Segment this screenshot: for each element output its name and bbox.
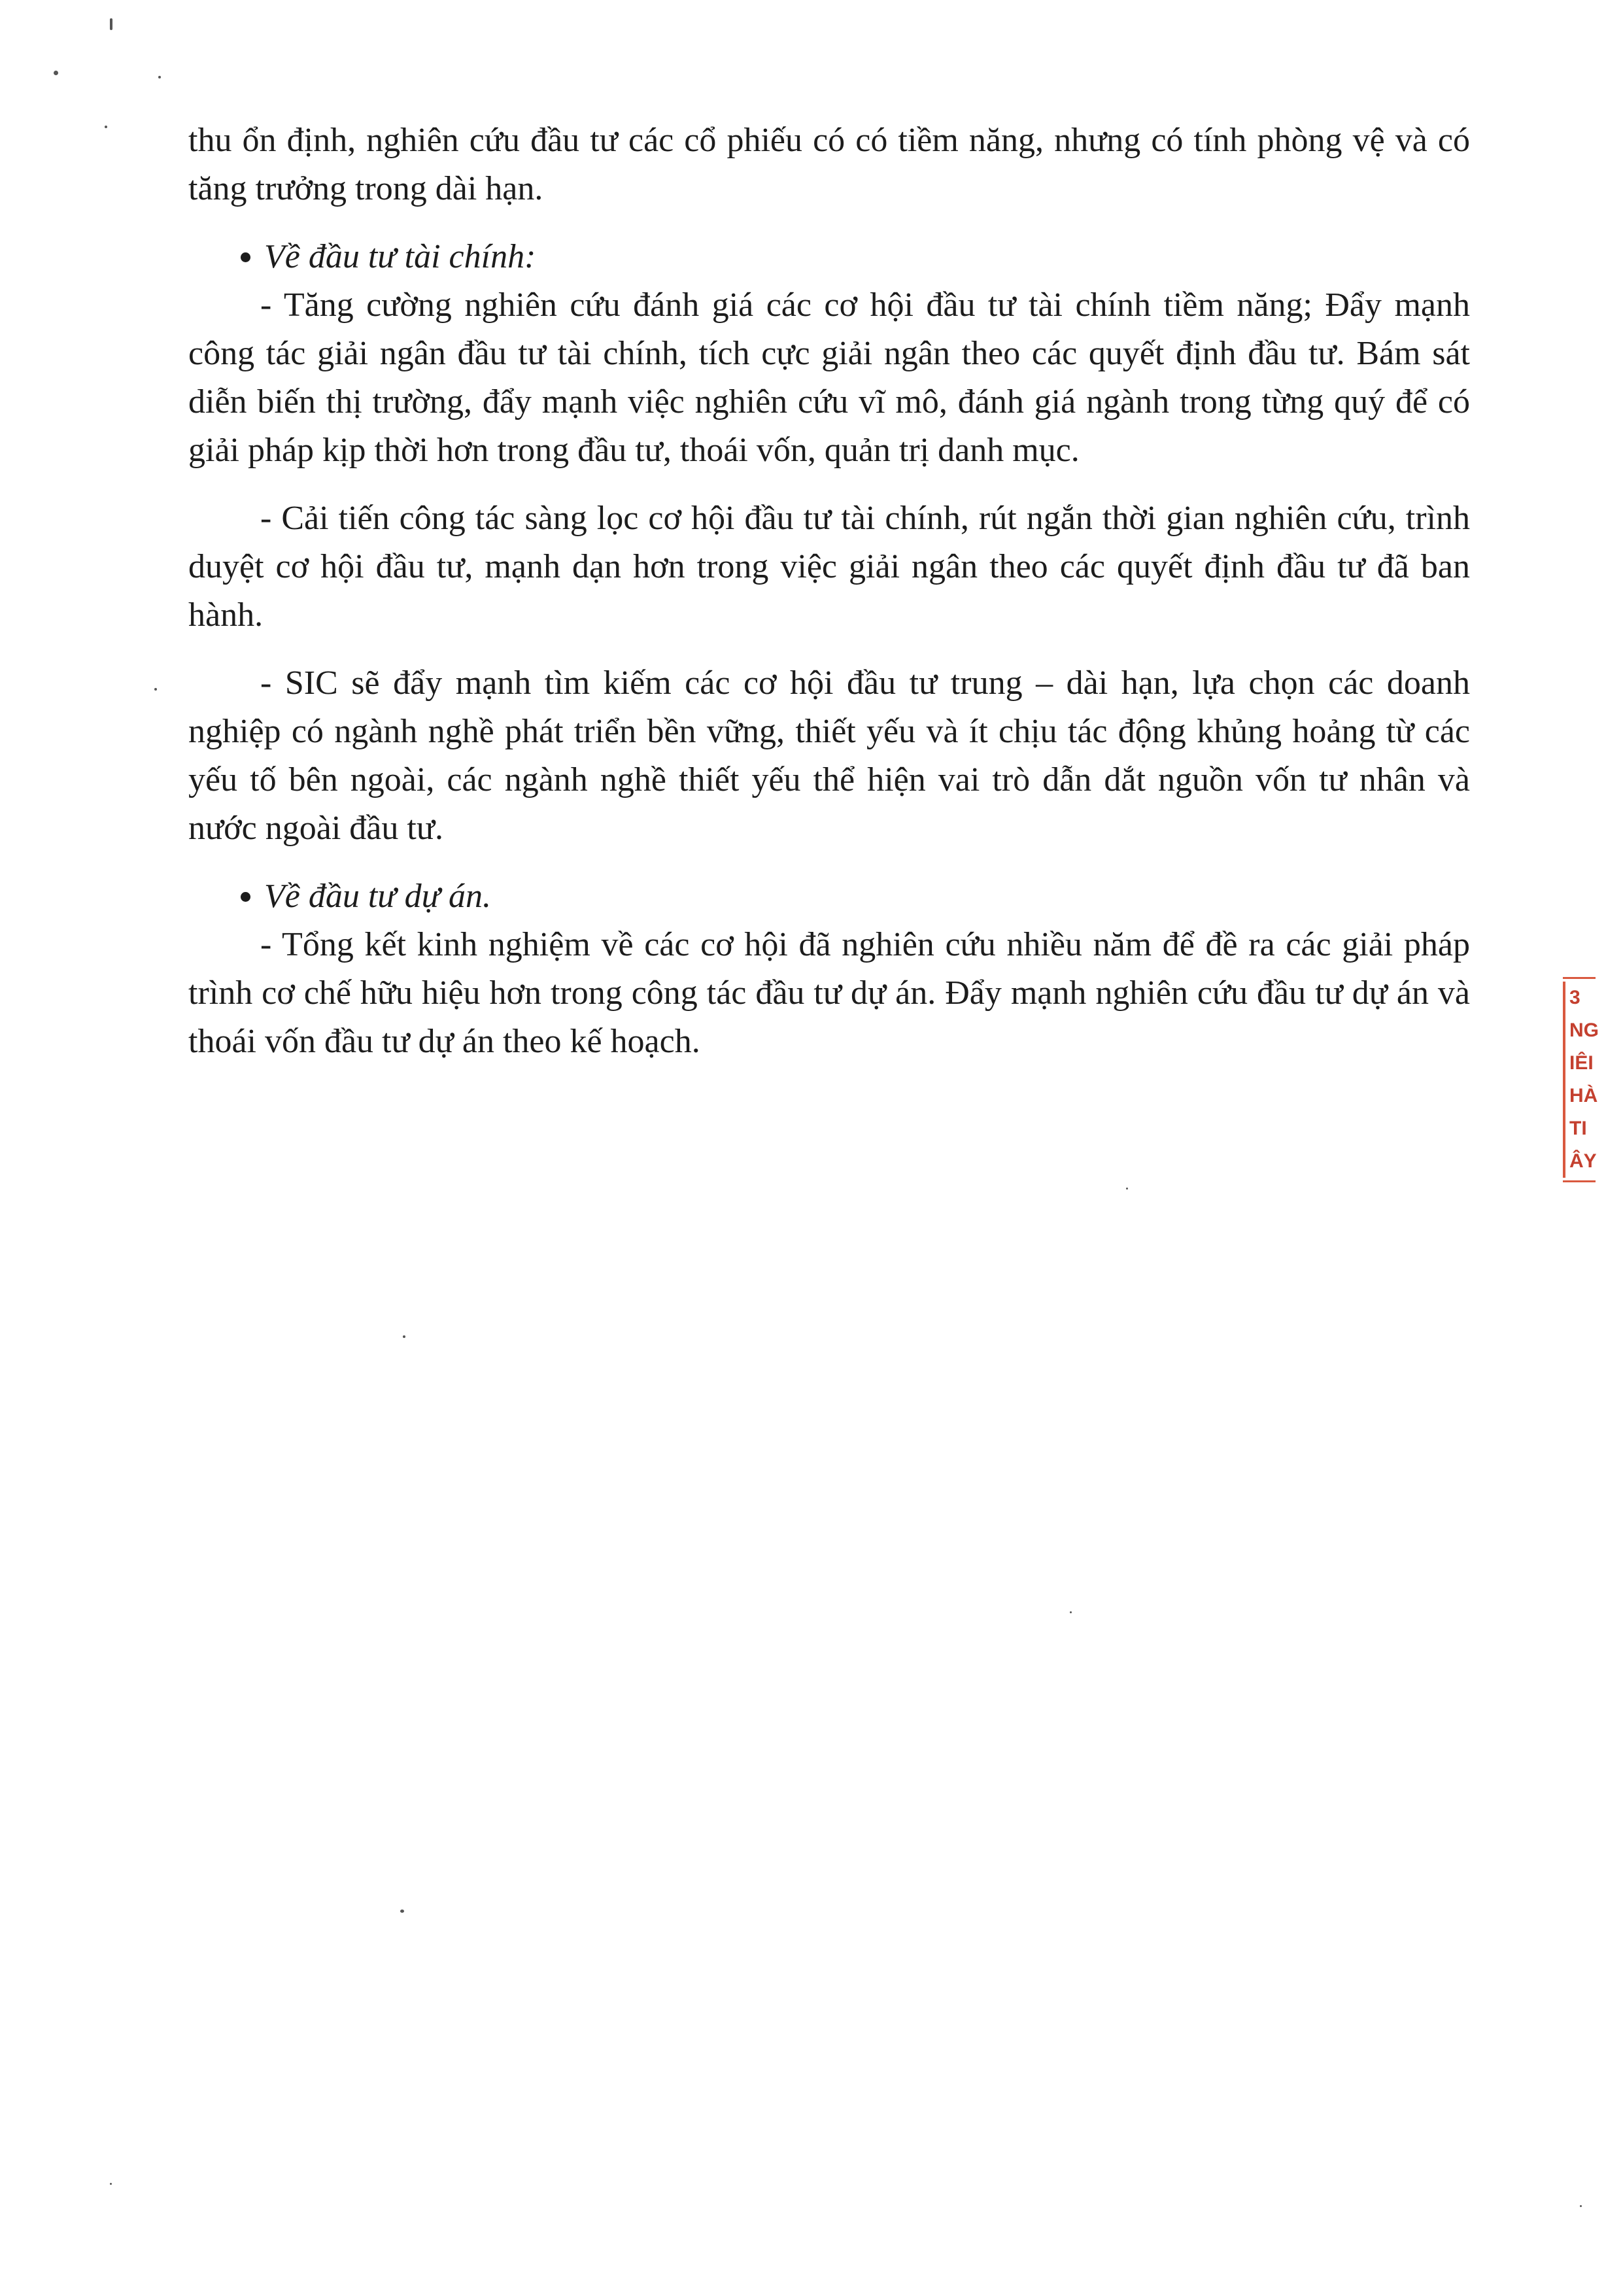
- financial-heading-text: Về đầu tư tài chính:: [264, 238, 536, 275]
- scan-speck: [1580, 2205, 1582, 2207]
- stamp-text: 3: [1563, 982, 1609, 1014]
- intro-paragraph: thu ổn định, nghiên cứu đầu tư các cổ phiếu có có tiềm năng, nhưng có tính phòng vệ và có tăng trưởng trong dài hạn.: [188, 122, 1470, 207]
- financial-paragraph-3: - SIC sẽ đẩy mạnh tìm kiếm các cơ hội đầu tư trung – dài hạn, lựa chọn các doanh nghiệp có ngành nghề phát triển bền vững, thiết yếu và ít chịu tác động khủng hoảng từ các yếu tố bên ngoài, các ngành nghề thiết yếu thể hiện vai trò dẫn dắt nguồn vốn tư nhân và nước ngoài đầu tư.: [188, 664, 1470, 847]
- stamp-text: NG: [1563, 1014, 1609, 1047]
- scan-speck: [1070, 1611, 1072, 1613]
- stamp-text: IÊI: [1563, 1047, 1609, 1080]
- bullet-icon: [241, 892, 250, 902]
- scan-speck: [1126, 1188, 1128, 1190]
- scan-speck: [54, 71, 58, 75]
- scan-speck: [110, 18, 112, 30]
- scan-speck: [400, 1910, 404, 1913]
- stamp-rule: [1563, 1180, 1596, 1182]
- financial-investment-heading: [188, 233, 1470, 281]
- stamp-text: TI: [1563, 1112, 1609, 1145]
- financial-paragraph-2: - Cải tiến công tác sàng lọc cơ hội đầu tư tài chính, rút ngắn thời gian nghiên cứu, trình duyệt cơ hội đầu tư, mạnh dạn hơn trong việc giải ngân theo các quyết định đầu tư đã ban hành.: [188, 500, 1470, 634]
- stamp-rule: [1563, 977, 1596, 979]
- scan-speck: [158, 76, 161, 78]
- project-investment-heading: [188, 872, 1470, 921]
- bullet-icon: [241, 252, 250, 262]
- scan-speck: [110, 2183, 112, 2185]
- scan-speck: [105, 126, 107, 128]
- body-text: [188, 116, 1470, 1066]
- scan-speck: [154, 688, 157, 691]
- financial-paragraph-1: - Tăng cường nghiên cứu đánh giá các cơ hội đầu tư tài chính tiềm năng; Đẩy mạnh công tác giải ngân đầu tư tài chính, tích cực giải ngân theo các quyết định đầu tư. Bám sát diễn biến thị trường, đẩy mạnh việc nghiên cứu vĩ mô, đánh giá ngành trong từng quý để có giải pháp kịp thời hơn trong đầu tư, thoái vốn, quản trị danh mục.: [188, 286, 1470, 469]
- red-stamp-fragment: [1563, 974, 1609, 1269]
- scan-speck: [403, 1335, 405, 1338]
- stamp-text: HÀ: [1563, 1080, 1609, 1112]
- stamp-text: ÂY: [1563, 1145, 1609, 1178]
- project-paragraph-1: - Tổng kết kinh nghiệm về các cơ hội đã nghiên cứu nhiều năm để đề ra các giải pháp trình cơ chế hữu hiệu hơn trong công tác đầu tư dự án. Đẩy mạnh nghiên cứu đầu tư dự án và thoái vốn đầu tư dự án theo kế hoạch.: [188, 926, 1470, 1060]
- project-heading-text: Về đầu tư dự án.: [264, 878, 492, 915]
